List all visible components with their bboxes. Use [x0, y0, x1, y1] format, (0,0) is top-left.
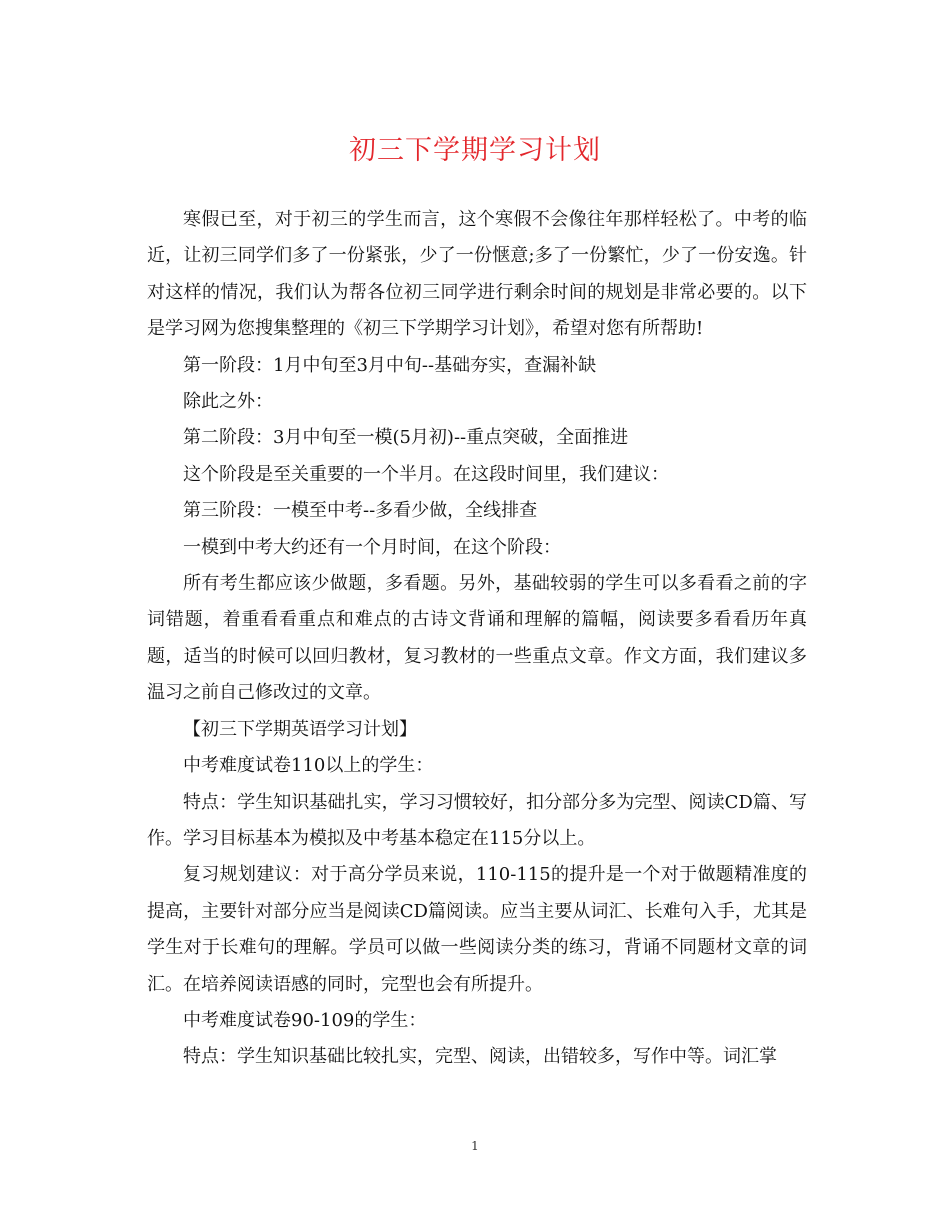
paragraph-stage-two: 第二阶段：3月中旬至一模(5月初)--重点突破，全面推进: [183, 427, 629, 449]
page-number: 1: [471, 1139, 479, 1153]
paragraph-group-110-plan: 复习规划建议：对于高分学员来说，110-115的提升是一个对于做题精准度的提高，主要针对部分应当是阅读CD篇阅读。应当主要从词汇、长难句入手，尤其是学生对于长难句的理解。学员可以做一些阅读分类的练习，背诵不同题材文章的词汇。在培养阅读语感的同时，完型也会有所提升。: [147, 864, 807, 995]
paragraph-stage-three-note: 一模到中考大约还有一个月时间，在这个阶段：: [183, 536, 561, 558]
paragraph-group-110-traits: 特点：学生知识基础扎实，学习习惯较好，扣分部分多为完型、阅读CD篇、写作。学习目标基本为模拟及中考基本稳定在115分以上。: [147, 791, 807, 849]
paragraph-stage-one: 第一阶段：1月中旬至3月中旬--基础夯实，查漏补缺: [183, 354, 597, 376]
paragraph-stage-three: 第三阶段：一模至中考--多看少做，全线排查: [183, 500, 538, 522]
paragraph-intro: 寒假已至，对于初三的学生而言，这个寒假不会像往年那样轻松了。中考的临近，让初三同学们多了一份紧张，少了一份惬意;多了一份繁忙，少了一份安逸。针对这样的情况，我们认为帮各位初三同学进行剩余时间的规划是非常必要的。以下是学习网为您搜集整理的《初三下学期学习计划》，希望对您有所帮助!: [147, 209, 807, 340]
paragraph-english-plan-heading: 【初三下学期英语学习计划】: [183, 718, 417, 740]
paragraph-group-90-traits: 特点：学生知识基础比较扎实，完型、阅读，出错较多，写作中等。词汇掌: [183, 1046, 777, 1068]
document-body: [147, 202, 807, 1076]
paragraph-group-110: 中考难度试卷110以上的学生：: [183, 755, 434, 777]
paragraph-stage-two-note: 这个阶段是至关重要的一个半月。在这段时间里，我们建议：: [183, 463, 669, 485]
paragraph-group-90: 中考难度试卷90-109的学生：: [183, 1009, 427, 1031]
document-title: 初三下学期学习计划: [349, 135, 601, 166]
paragraph-besides: 除此之外：: [183, 391, 273, 413]
paragraph-review-advice: 所有考生都应该少做题，多看题。另外，基础较弱的学生可以多看看之前的字词错题，着重看看重点和难点的古诗文背诵和理解的篇幅，阅读要多看看历年真题，适当的时候可以回归教材，复习教材的一些重点文章。作文方面，我们建议多温习之前自己修改过的文章。: [147, 573, 807, 704]
